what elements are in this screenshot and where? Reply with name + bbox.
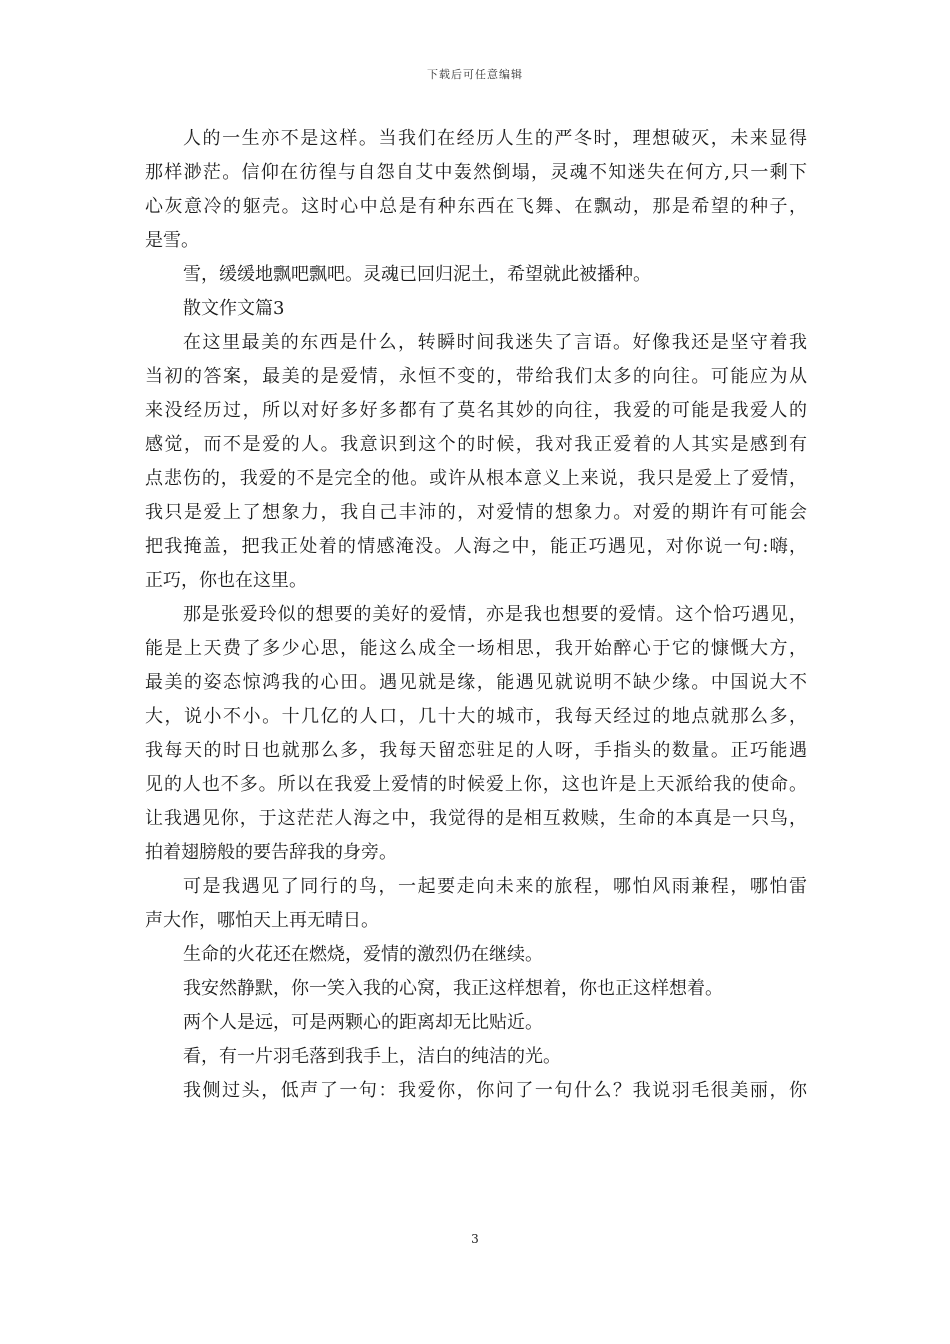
paragraph-line: 把我掩盖，把我正处着的情感淹没。人海之中，能正巧遇见，对你说一句:嗨， — [145, 536, 807, 557]
paragraph-line: 能是上天费了多少心思，能这么成全一场相思，我开始醉心于它的慷慨大方， — [145, 638, 807, 659]
paragraph-line: 大，说小不小。十几亿的人口，几十大的城市，我每天经过的地点就那么多， — [145, 706, 807, 727]
section-heading: 散文作文篇3 — [183, 298, 285, 319]
paragraph-line: 正巧，你也在这里。 — [145, 570, 307, 591]
paragraph-line: 那样渺茫。信仰在彷徨与自怨自艾中轰然倒塌，灵魂不知迷失在何方,只一剩下 — [145, 162, 807, 183]
paragraph-line: 两个人是远，可是两颗心的距离却无比贴近。 — [183, 1012, 543, 1033]
paragraph-line: 生命的火花还在燃烧，爱情的激烈仍在继续。 — [183, 944, 543, 965]
paragraph-line: 人的一生亦不是这样。当我们在经历人生的严冬时，理想破灭，未来显得 — [183, 128, 807, 149]
paragraph-line: 声大作，哪怕天上再无晴日。 — [145, 910, 379, 931]
paragraph-line: 见的人也不多。所以在我爱上爱情的时候爱上你，这也许是上天派给我的使命。 — [145, 774, 807, 795]
paragraph-line: 拍着翅膀般的要告辞我的身旁。 — [145, 842, 397, 863]
page-number: 3 — [471, 1232, 479, 1246]
paragraph-line: 看，有一片羽毛落到我手上，洁白的纯洁的光。 — [183, 1046, 561, 1067]
paragraph-line: 让我遇见你，于这茫茫人海之中，我觉得的是相互救赎，生命的本真是一只鸟， — [145, 808, 807, 829]
paragraph-line: 最美的姿态惊鸿我的心田。遇见就是缘，能遇见就说明不缺少缘。中国说大不 — [145, 672, 807, 693]
paragraph-line: 感觉，而不是爱的人。我意识到这个的时候，我对我正爱着的人其实是感到有 — [145, 434, 807, 455]
paragraph-line: 我安然静默，你一笑入我的心窝，我正这样想着，你也正这样想着。 — [183, 978, 723, 999]
page-header: 下载后可任意编辑 — [427, 68, 523, 81]
paragraph-line: 那是张爱玲似的想要的美好的爱情，亦是我也想要的爱情。这个恰巧遇见， — [183, 604, 807, 625]
paragraph-line: 雪，缓缓地飘吧飘吧。灵魂已回归泥土，希望就此被播种。 — [183, 264, 651, 285]
paragraph-line: 可是我遇见了同行的鸟，一起要走向未来的旅程，哪怕风雨兼程，哪怕雷 — [183, 876, 807, 897]
paragraph-line: 我侧过头，低声了一句：我爱你，你问了一句什么？我说羽毛很美丽，你 — [183, 1080, 807, 1101]
paragraph-line: 我只是爱上了想象力，我自己丰沛的，对爱情的想象力。对爱的期许有可能会 — [145, 502, 807, 523]
paragraph-line: 心灰意冷的躯壳。这时心中总是有种东西在飞舞、在飘动，那是希望的种子， — [145, 196, 807, 217]
paragraph-line: 是雪。 — [145, 230, 199, 251]
paragraph-line: 当初的答案，最美的是爱情，永恒不变的，带给我们太多的向往。可能应为从 — [145, 366, 807, 387]
paragraph-line: 在这里最美的东西是什么，转瞬时间我迷失了言语。好像我还是坚守着我 — [183, 332, 807, 353]
paragraph-line: 我每天的时日也就那么多，我每天留恋驻足的人呀，手指头的数量。正巧能遇 — [145, 740, 807, 761]
body-text — [145, 122, 807, 1108]
paragraph-line: 来没经历过，所以对好多好多都有了莫名其妙的向往，我爱的可能是我爱人的 — [145, 400, 807, 421]
paragraph-line: 点悲伤的，我爱的不是完全的他。或许从根本意义上来说，我只是爱上了爱情， — [145, 468, 807, 489]
